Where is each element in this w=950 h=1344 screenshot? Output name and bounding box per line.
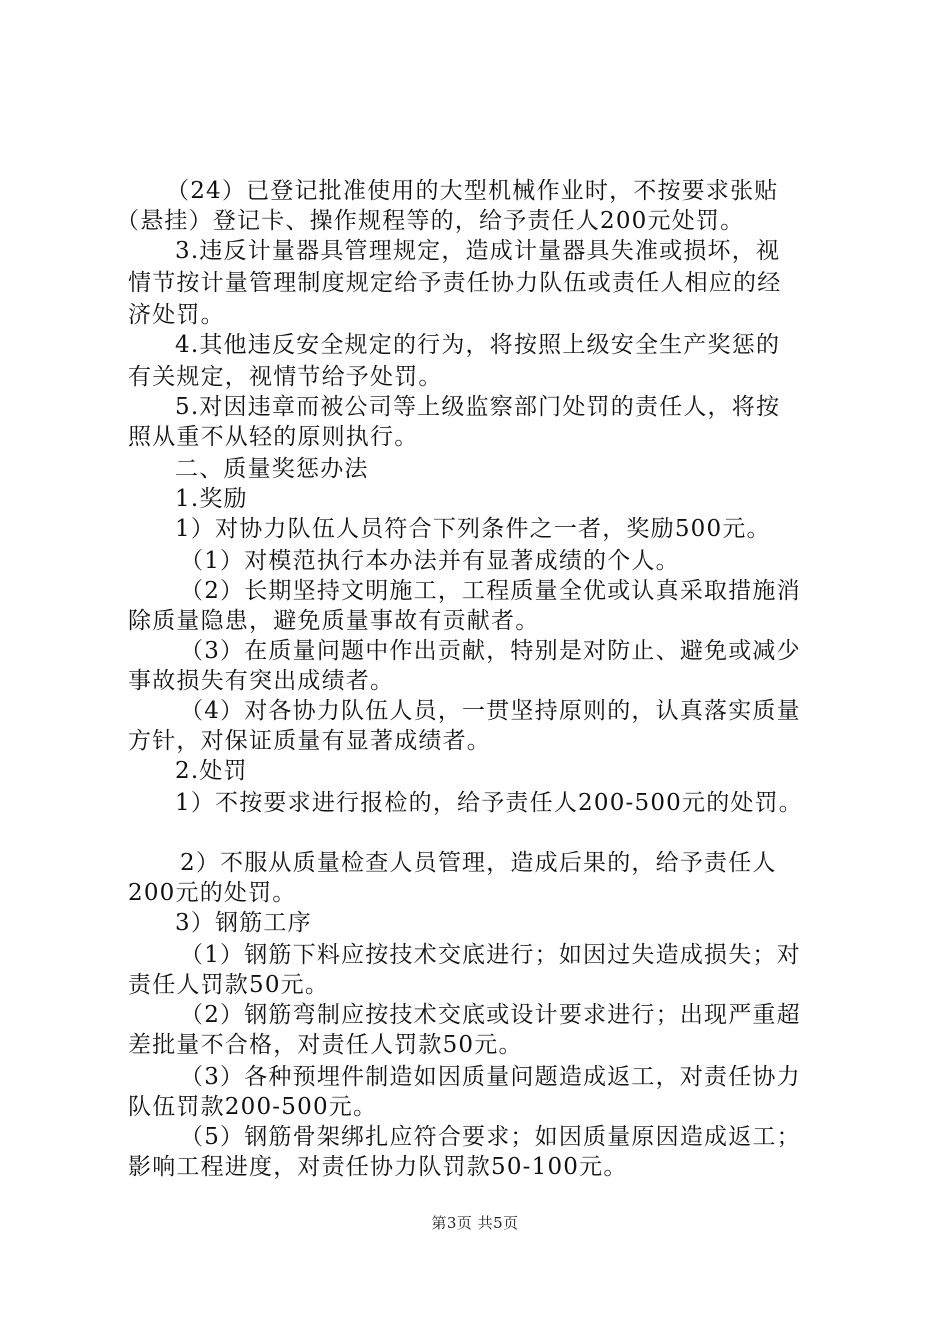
text-line: 1）对协力队伍人员符合下列条件之一者，奖励500元。 — [175, 516, 771, 542]
text-line: 济处罚。 — [128, 302, 225, 328]
text-line: （3）各种预埋件制造如因质量问题造成返工，对责任协力 — [180, 1064, 801, 1090]
text-line: 责任人罚款50元。 — [128, 972, 330, 998]
text-line: 照从重不从轻的原则执行。 — [128, 424, 419, 450]
text-line: （3）在质量问题中作出贡献，特别是对防止、避免或减少 — [180, 638, 801, 664]
text-line: （1）对模范执行本办法并有显著成绩的个人。 — [180, 548, 680, 574]
text-line: （1）钢筋下料应按技术交底进行；如因过失造成损失；对 — [180, 942, 801, 968]
text-line: （4）对各协力队伍人员，一贯坚持原则的，认真落实质量 — [180, 698, 801, 724]
text-line: 200元的处罚。 — [128, 880, 297, 906]
text-line: （悬挂）登记卡、操作规程等的，给予责任人200元处罚。 — [116, 208, 745, 234]
text-line: 1）不按要求进行报检的，给予责任人200-500元的处罚。 — [175, 790, 804, 816]
text-line: 队伍罚款200-500元。 — [128, 1094, 378, 1120]
subsection-heading: 2.处罚 — [175, 758, 248, 784]
text-line: （2）钢筋弯制应按技术交底或设计要求进行；出现严重超 — [180, 1002, 801, 1028]
text-line: 情节按计量管理制度规定给予责任协力队伍或责任人相应的经 — [128, 270, 782, 296]
text-line: 差批量不合格，对责任人罚款50元。 — [128, 1032, 523, 1058]
text-line: 除质量隐患，避免质量事故有贡献者。 — [128, 608, 540, 634]
text-line: （24）已登记批准使用的大型机械作业时，不按要求张贴 — [166, 178, 779, 204]
text-line: 方针，对保证质量有显著成绩者。 — [128, 728, 491, 754]
text-line: （2）长期坚持文明施工，工程质量全优或认真采取措施消 — [180, 578, 801, 604]
page-number-footer: 第3页 共5页 — [431, 1214, 519, 1232]
text-line: 事故损失有突出成绩者。 — [128, 668, 395, 694]
text-line: 影响工程进度，对责任协力队罚款50-100元。 — [128, 1154, 628, 1180]
text-line: 5.对因违章而被公司等上级监察部门处罚的责任人，将按 — [175, 394, 781, 420]
text-line: （5）钢筋骨架绑扎应符合要求；如因质量原因造成返工； — [180, 1124, 801, 1150]
text-line: 3）钢筋工序 — [175, 910, 312, 936]
text-line: 2）不服从质量检查人员管理，造成后果的，给予责任人 — [180, 850, 777, 876]
section-heading: 二、质量奖惩办法 — [175, 456, 369, 482]
text-line: 3.违反计量器具管理规定，造成计量器具失准或损坏，视 — [175, 238, 781, 264]
subsection-heading: 1.奖励 — [175, 486, 248, 512]
text-line: 有关规定，视情节给予处罚。 — [128, 364, 443, 390]
text-line: 4.其他违反安全规定的行为，将按照上级安全生产奖惩的 — [175, 332, 781, 358]
